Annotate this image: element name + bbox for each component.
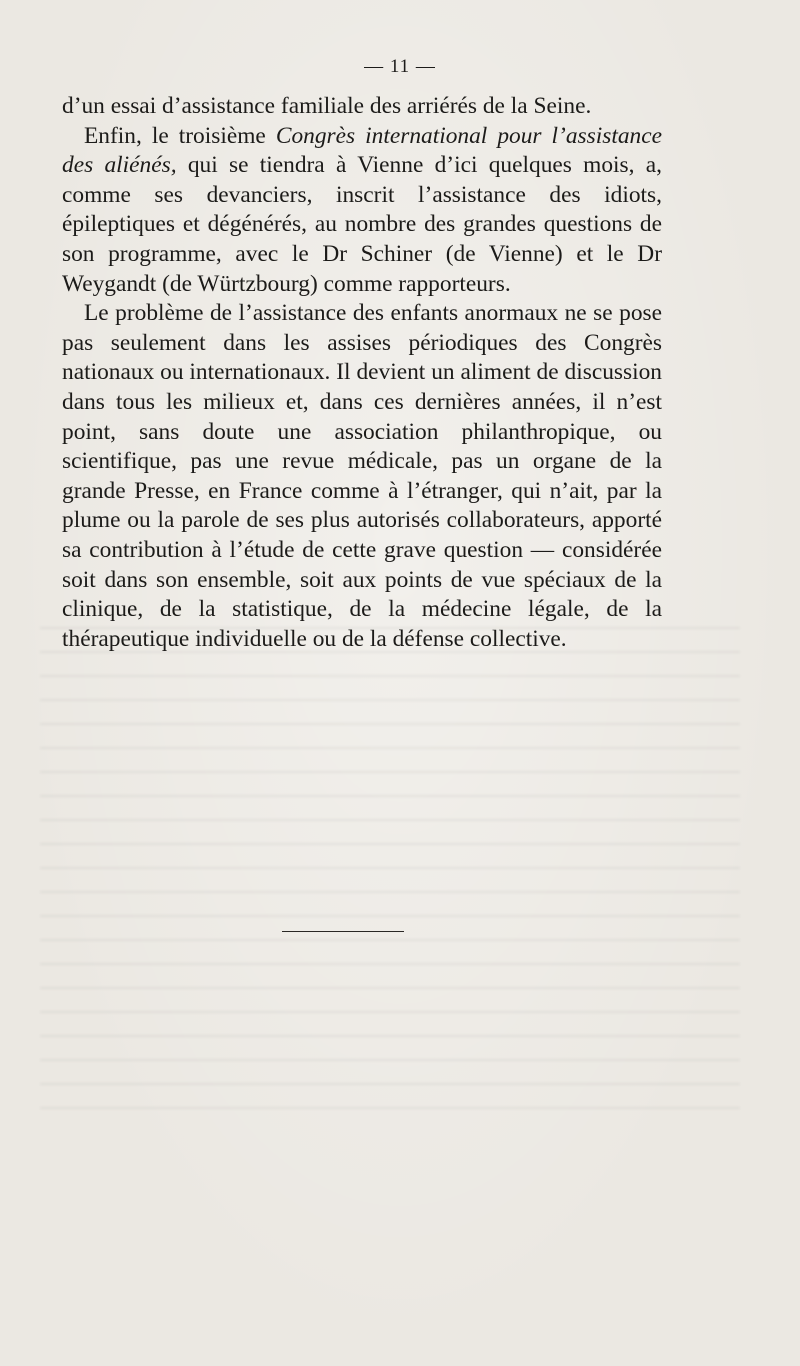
paragraph-2 [62,122,662,300]
paragraph-3 [62,299,662,654]
page-number: — 11 — [364,56,436,77]
paragraph-3-text: Le problème de l’assistance des enfants anormaux ne se pose pas seulement dans les assises périodiques des Congrès nationaux ou internationaux. Il devient un aliment de discussion dans tous les milieux et, dans ces dernières années, il n’est point, sans doute une association philanthropique, ou scientifique, pas une revue médicale, pas un organe de la grande Presse, en France comme à l’étranger, qui n’ait, par la plume ou la parole de ses plus autorisés collaborateurs, apporté sa contribution à l’étude de cette grave question — considérée soit dans son ensemble, soit aux points de vue spéciaux de la clinique, de la statistique, de la médecine légale, de la thérapeutique individuelle ou de la défense collective. [62,300,662,652]
paragraph-2-rest: qui se tiendra à Vienne d’ici quelques mois, a, comme ses devanciers, inscrit l’assistance des idiots, épileptiques et dégénérés, au nombre des grandes questions de son programme, avec le Dr Schiner (de Vienne) et le Dr Weygandt (de Würtzbourg) comme rapporteurs. [62,152,662,297]
paragraph-1 [62,92,662,122]
body-text [62,92,662,654]
paragraph-1-text: d’un essai d’assistance familiale des arriérés de la Seine. [62,93,592,119]
paragraph-2-lead: Enfin, le troisième [84,122,276,149]
section-rule [282,931,404,932]
show-through-texture [40,610,740,1130]
congress-title: Congrès international pour l’assistance des aliénés, [62,122,662,179]
